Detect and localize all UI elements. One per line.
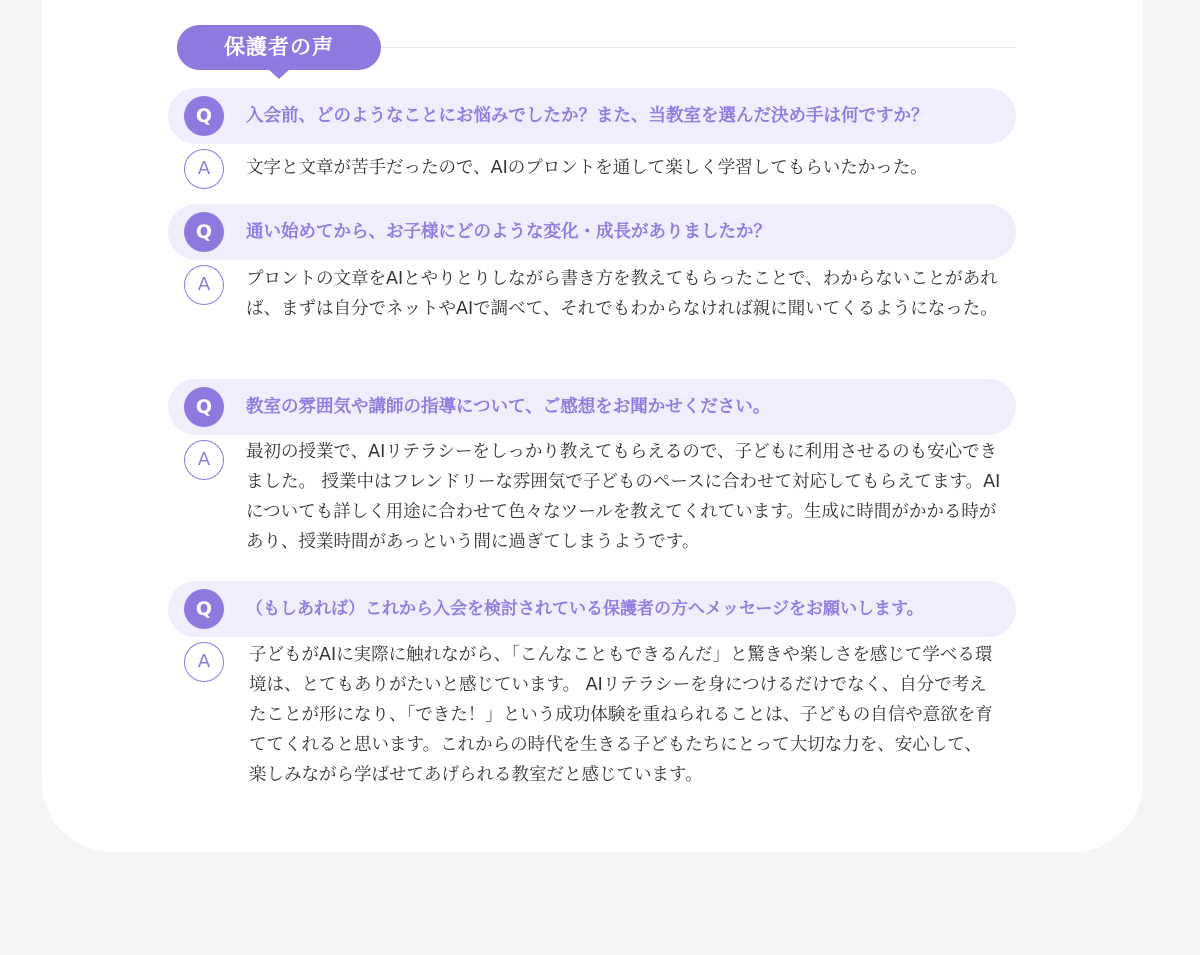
question-text: （もしあれば）これから入会を検討されている保護者の方へメッセージをお願いします。 — [246, 599, 924, 619]
question-bar — [168, 88, 1016, 144]
question-bar — [168, 379, 1016, 435]
answer-badge: A — [184, 149, 224, 189]
question-badge: Q — [184, 589, 224, 629]
answer-text: 最初の授業で、AIリテラシーをしっかり教えてもらえるので、子どもに利用させるのも安心できました。 授業中はフレンドリーな雰囲気で子どものペースに合わせて対応してもらえてます。AIについても詳しく用途に合わせて色々なツールを教えてくれています。生成に時間がかかる時があり、授業時間があっという間に過ぎてしまうようです。 — [246, 442, 1001, 552]
answer-badge: A — [184, 642, 224, 682]
question-badge: Q — [184, 387, 224, 427]
question-text: 入会前、どのようなことにお悩みでしたか？また、当教室を選んだ決め手は何ですか？ — [246, 106, 929, 126]
answer-badge: A — [184, 265, 224, 305]
question-badge: Q — [184, 96, 224, 136]
section-title: 保護者の声 — [177, 25, 381, 70]
answer-text: 文字と文章が苦手だったので、AIのプロントを通して楽しく学習してもらいたかった。 — [246, 158, 928, 178]
question-text: 教室の雰囲気や講師の指導について、ご感想をお聞かせください。 — [246, 397, 771, 417]
question-badge: Q — [184, 212, 224, 252]
speech-bubble-tail — [268, 69, 290, 79]
answer-text: プロントの文章をAIとやりとりしながら書き方を教えてもらったことで、わからないことがあれば、まずは自分でネットやAIで調べて、それでもわからなければ親に聞いてくるようになった。 — [246, 269, 998, 319]
answer-badge: A — [184, 440, 224, 480]
answer-text: 子どもがAIに実際に触れながら、「こんなこともできるんだ」と驚きや楽しさを感じて学べる環境は、とてもありがたいと感じています。 AIリテラシーを身につけるだけでなく、自分で考えたことが形になり、「できた！」という成功体験を重ねられることは、子どもの自信や意欲を育ててくれると思います。これからの時代を生きる子どもたちにとって大切な力を、安心して、楽しみながら学ばせてあげられる教室だと感じています。 — [249, 645, 993, 785]
heading-divider — [382, 47, 1016, 48]
question-bar — [168, 581, 1016, 637]
question-bar — [168, 204, 1016, 260]
question-text: 通い始めてから、お子様にどのような変化・成長がありましたか？ — [246, 222, 771, 242]
